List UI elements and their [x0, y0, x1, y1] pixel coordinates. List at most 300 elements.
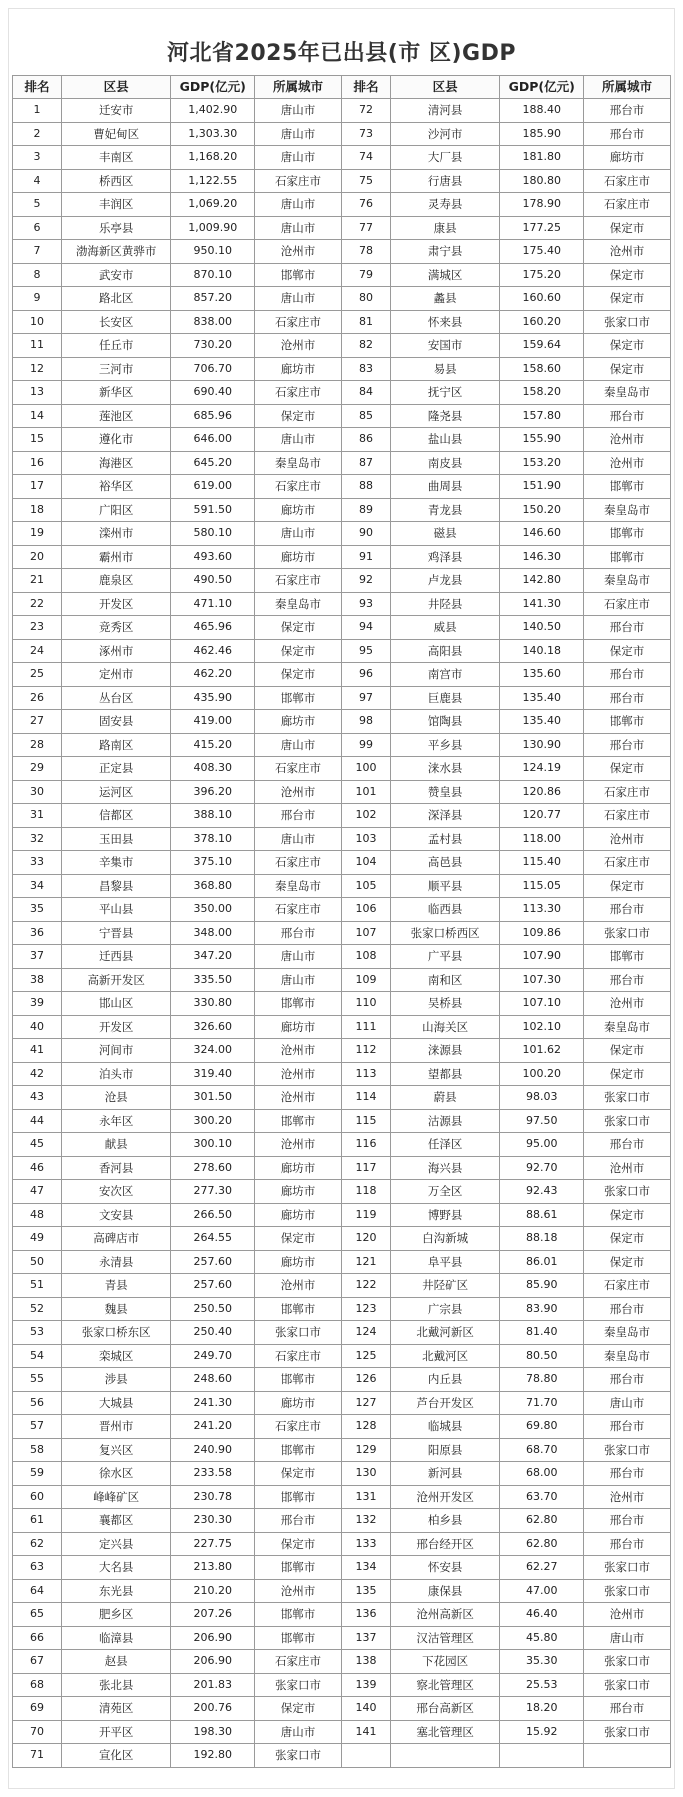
table-row — [13, 263, 671, 287]
city-cell: 秦皇岛市 — [584, 1015, 671, 1039]
rank-cell: 122 — [341, 1274, 390, 1298]
rank-cell: 110 — [341, 992, 390, 1016]
rank-cell: 63 — [13, 1556, 62, 1580]
gdp-cell: 140.18 — [500, 639, 584, 663]
table-row — [13, 381, 671, 405]
gdp-cell: 870.10 — [171, 263, 255, 287]
gdp-cell: 435.90 — [171, 686, 255, 710]
table-row — [13, 663, 671, 687]
gdp-cell: 335.50 — [171, 968, 255, 992]
county-cell: 山海关区 — [391, 1015, 500, 1039]
rank-cell: 69 — [13, 1697, 62, 1721]
county-cell: 清河县 — [391, 99, 500, 123]
table-row — [13, 874, 671, 898]
gdp-cell: 177.25 — [500, 216, 584, 240]
table-row — [13, 287, 671, 311]
county-cell: 望都县 — [391, 1062, 500, 1086]
rank-cell: 31 — [13, 804, 62, 828]
rank-cell: 15 — [13, 428, 62, 452]
county-cell: 隆尧县 — [391, 404, 500, 428]
city-cell: 邢台市 — [584, 99, 671, 123]
city-cell: 保定市 — [584, 639, 671, 663]
gdp-cell: 113.30 — [500, 898, 584, 922]
county-cell: 青县 — [62, 1274, 171, 1298]
county-cell: 威县 — [391, 616, 500, 640]
table-row — [13, 1697, 671, 1721]
table-row — [13, 827, 671, 851]
gdp-cell: 198.30 — [171, 1720, 255, 1744]
rank-cell: 109 — [341, 968, 390, 992]
rank-cell: 23 — [13, 616, 62, 640]
rank-cell: 65 — [13, 1603, 62, 1627]
rank-cell: 106 — [341, 898, 390, 922]
city-cell: 廊坊市 — [255, 1180, 342, 1204]
county-cell: 鹿泉区 — [62, 569, 171, 593]
city-cell: 唐山市 — [584, 1391, 671, 1415]
city-cell: 邢台市 — [584, 1462, 671, 1486]
county-cell: 阳原县 — [391, 1438, 500, 1462]
city-cell: 邯郸市 — [255, 1297, 342, 1321]
gdp-cell: 158.20 — [500, 381, 584, 405]
city-cell: 秦皇岛市 — [584, 1321, 671, 1345]
rank-cell: 103 — [341, 827, 390, 851]
city-cell: 邢台市 — [255, 804, 342, 828]
gdp-cell: 107.30 — [500, 968, 584, 992]
rank-cell: 48 — [13, 1203, 62, 1227]
rank-cell: 56 — [13, 1391, 62, 1415]
gdp-cell: 210.20 — [171, 1579, 255, 1603]
rank-cell: 81 — [341, 310, 390, 334]
county-cell: 内丘县 — [391, 1368, 500, 1392]
city-cell: 邯郸市 — [255, 1626, 342, 1650]
county-cell: 迁西县 — [62, 945, 171, 969]
gdp-cell: 159.64 — [500, 334, 584, 358]
county-cell: 蠡县 — [391, 287, 500, 311]
table-row — [13, 1274, 671, 1298]
county-cell: 邢台经开区 — [391, 1532, 500, 1556]
gdp-cell: 71.70 — [500, 1391, 584, 1415]
table-row — [13, 992, 671, 1016]
gdp-cell: 300.10 — [171, 1133, 255, 1157]
gdp-cell: 115.40 — [500, 851, 584, 875]
city-cell: 石家庄市 — [255, 1415, 342, 1439]
rank-cell: 139 — [341, 1673, 390, 1697]
rank-cell: 136 — [341, 1603, 390, 1627]
city-cell: 秦皇岛市 — [584, 1344, 671, 1368]
table-row — [13, 780, 671, 804]
rank-cell: 38 — [13, 968, 62, 992]
city-cell: 张家口市 — [584, 1720, 671, 1744]
county-cell: 塞北管理区 — [391, 1720, 500, 1744]
county-cell: 信都区 — [62, 804, 171, 828]
rank-cell: 16 — [13, 451, 62, 475]
rank-cell: 91 — [341, 545, 390, 569]
table-row — [13, 1180, 671, 1204]
county-cell: 永清县 — [62, 1250, 171, 1274]
rank-cell: 35 — [13, 898, 62, 922]
city-cell: 张家口市 — [255, 1744, 342, 1768]
rank-cell: 99 — [341, 733, 390, 757]
city-cell: 沧州市 — [255, 334, 342, 358]
county-cell: 泊头市 — [62, 1062, 171, 1086]
county-cell: 固安县 — [62, 710, 171, 734]
gdp-cell: 62.80 — [500, 1532, 584, 1556]
county-cell: 清苑区 — [62, 1697, 171, 1721]
county-cell: 卢龙县 — [391, 569, 500, 593]
table-row — [13, 733, 671, 757]
county-cell: 涞水县 — [391, 757, 500, 781]
county-cell: 巨鹿县 — [391, 686, 500, 710]
rank-cell: 39 — [13, 992, 62, 1016]
county-cell: 宣化区 — [62, 1744, 171, 1768]
rank-cell: 24 — [13, 639, 62, 663]
table-row — [13, 1203, 671, 1227]
rank-cell: 113 — [341, 1062, 390, 1086]
county-cell: 竞秀区 — [62, 616, 171, 640]
table-row — [13, 1462, 671, 1486]
rank-cell: 124 — [341, 1321, 390, 1345]
table-row — [13, 522, 671, 546]
table-row — [13, 898, 671, 922]
city-cell: 石家庄市 — [584, 169, 671, 193]
table-row — [13, 1297, 671, 1321]
rank-cell: 134 — [341, 1556, 390, 1580]
gdp-cell: 130.90 — [500, 733, 584, 757]
city-cell: 保定市 — [255, 639, 342, 663]
gdp-cell: 141.30 — [500, 592, 584, 616]
rank-cell: 116 — [341, 1133, 390, 1157]
table-row — [13, 1509, 671, 1533]
county-cell: 涞源县 — [391, 1039, 500, 1063]
gdp-cell: 115.05 — [500, 874, 584, 898]
county-cell: 临西县 — [391, 898, 500, 922]
gdp-cell: 347.20 — [171, 945, 255, 969]
city-cell: 唐山市 — [255, 945, 342, 969]
rank-cell: 29 — [13, 757, 62, 781]
city-cell: 唐山市 — [255, 968, 342, 992]
city-cell: 沧州市 — [584, 240, 671, 264]
table-row — [13, 1368, 671, 1392]
rank-cell: 40 — [13, 1015, 62, 1039]
county-cell: 曹妃甸区 — [62, 122, 171, 146]
rank-cell: 115 — [341, 1109, 390, 1133]
county-cell: 玉田县 — [62, 827, 171, 851]
gdp-cell: 151.90 — [500, 475, 584, 499]
rank-cell: 17 — [13, 475, 62, 499]
header-rank: 排名 — [13, 76, 62, 99]
county-cell: 迁安市 — [62, 99, 171, 123]
gdp-cell: 230.78 — [171, 1485, 255, 1509]
county-cell: 莲池区 — [62, 404, 171, 428]
county-cell: 井陉县 — [391, 592, 500, 616]
county-cell: 肥乡区 — [62, 1603, 171, 1627]
county-cell: 蔚县 — [391, 1086, 500, 1110]
city-cell: 保定市 — [584, 216, 671, 240]
gdp-cell: 490.50 — [171, 569, 255, 593]
city-cell: 邢台市 — [584, 1532, 671, 1556]
table-row — [13, 1391, 671, 1415]
table-row — [13, 216, 671, 240]
city-cell: 张家口市 — [584, 1086, 671, 1110]
rank-cell: 118 — [341, 1180, 390, 1204]
rank-cell: 79 — [341, 263, 390, 287]
gdp-table — [12, 75, 671, 1768]
table-row — [13, 498, 671, 522]
city-cell: 唐山市 — [255, 428, 342, 452]
city-cell: 保定市 — [584, 287, 671, 311]
gdp-cell: 1,122.55 — [171, 169, 255, 193]
county-cell: 东光县 — [62, 1579, 171, 1603]
county-cell: 沽源县 — [391, 1109, 500, 1133]
gdp-cell: 319.40 — [171, 1062, 255, 1086]
city-cell: 沧州市 — [255, 240, 342, 264]
city-cell: 沧州市 — [255, 1579, 342, 1603]
rank-cell: 85 — [341, 404, 390, 428]
county-cell: 长安区 — [62, 310, 171, 334]
city-cell: 沧州市 — [584, 1603, 671, 1627]
county-cell: 广平县 — [391, 945, 500, 969]
county-cell: 康保县 — [391, 1579, 500, 1603]
city-cell: 唐山市 — [255, 122, 342, 146]
county-cell: 裕华区 — [62, 475, 171, 499]
gdp-cell: 158.60 — [500, 357, 584, 381]
table-row — [13, 146, 671, 170]
city-cell: 保定市 — [584, 1039, 671, 1063]
city-cell: 沧州市 — [584, 428, 671, 452]
county-cell: 张北县 — [62, 1673, 171, 1697]
city-cell: 张家口市 — [255, 1321, 342, 1345]
county-cell: 怀来县 — [391, 310, 500, 334]
rank-cell: 19 — [13, 522, 62, 546]
gdp-cell: 25.53 — [500, 1673, 584, 1697]
gdp-cell: 192.80 — [171, 1744, 255, 1768]
table-row — [13, 968, 671, 992]
gdp-cell: 278.60 — [171, 1156, 255, 1180]
gdp-cell: 160.20 — [500, 310, 584, 334]
gdp-cell: 348.00 — [171, 921, 255, 945]
county-cell: 辛集市 — [62, 851, 171, 875]
city-cell: 保定市 — [584, 334, 671, 358]
city-cell: 邢台市 — [584, 1297, 671, 1321]
gdp-cell: 248.60 — [171, 1368, 255, 1392]
rank-cell — [341, 1744, 390, 1768]
city-cell: 石家庄市 — [584, 1274, 671, 1298]
rank-cell: 96 — [341, 663, 390, 687]
table-row — [13, 1485, 671, 1509]
county-cell: 三河市 — [62, 357, 171, 381]
city-cell: 保定市 — [584, 357, 671, 381]
gdp-cell: 97.50 — [500, 1109, 584, 1133]
county-cell: 康县 — [391, 216, 500, 240]
city-cell: 石家庄市 — [584, 780, 671, 804]
gdp-cell: 140.50 — [500, 616, 584, 640]
rank-cell: 82 — [341, 334, 390, 358]
city-cell: 保定市 — [584, 1203, 671, 1227]
gdp-cell: 185.90 — [500, 122, 584, 146]
gdp-cell: 118.00 — [500, 827, 584, 851]
rank-cell: 11 — [13, 334, 62, 358]
county-cell: 芦台开发区 — [391, 1391, 500, 1415]
county-cell: 满城区 — [391, 263, 500, 287]
county-cell: 任泽区 — [391, 1133, 500, 1157]
county-cell: 白沟新城 — [391, 1227, 500, 1251]
gdp-cell: 493.60 — [171, 545, 255, 569]
rank-cell: 12 — [13, 357, 62, 381]
city-cell: 张家口市 — [255, 1673, 342, 1697]
rank-cell: 105 — [341, 874, 390, 898]
header-county: 区县 — [391, 76, 500, 99]
county-cell: 丰润区 — [62, 193, 171, 217]
gdp-cell: 213.80 — [171, 1556, 255, 1580]
city-cell: 邢台市 — [584, 686, 671, 710]
rank-cell: 50 — [13, 1250, 62, 1274]
gdp-cell: 135.40 — [500, 710, 584, 734]
county-cell: 丛台区 — [62, 686, 171, 710]
city-cell: 唐山市 — [255, 733, 342, 757]
rank-cell: 131 — [341, 1485, 390, 1509]
county-cell: 下花园区 — [391, 1650, 500, 1674]
county-cell: 渤海新区黄骅市 — [62, 240, 171, 264]
city-cell: 保定市 — [584, 874, 671, 898]
city-cell: 保定市 — [255, 1697, 342, 1721]
rank-cell: 55 — [13, 1368, 62, 1392]
county-cell: 盐山县 — [391, 428, 500, 452]
table-row — [13, 1579, 671, 1603]
rank-cell: 112 — [341, 1039, 390, 1063]
city-cell: 秦皇岛市 — [584, 381, 671, 405]
city-cell: 邢台市 — [255, 921, 342, 945]
county-cell: 文安县 — [62, 1203, 171, 1227]
rank-cell: 25 — [13, 663, 62, 687]
city-cell: 石家庄市 — [255, 169, 342, 193]
rank-cell: 114 — [341, 1086, 390, 1110]
gdp-cell: 857.20 — [171, 287, 255, 311]
gdp-cell: 241.30 — [171, 1391, 255, 1415]
city-cell: 石家庄市 — [255, 757, 342, 781]
city-cell: 沧州市 — [255, 1062, 342, 1086]
city-cell: 张家口市 — [584, 1650, 671, 1674]
city-cell: 廊坊市 — [255, 1250, 342, 1274]
table-row — [13, 1438, 671, 1462]
county-cell: 怀安县 — [391, 1556, 500, 1580]
county-cell: 涉县 — [62, 1368, 171, 1392]
county-cell: 吴桥县 — [391, 992, 500, 1016]
rank-cell: 98 — [341, 710, 390, 734]
rank-cell: 13 — [13, 381, 62, 405]
rank-cell: 121 — [341, 1250, 390, 1274]
county-cell: 宁晋县 — [62, 921, 171, 945]
city-cell: 保定市 — [255, 663, 342, 687]
city-cell: 邯郸市 — [255, 1556, 342, 1580]
city-cell: 沧州市 — [255, 1274, 342, 1298]
rank-cell: 128 — [341, 1415, 390, 1439]
gdp-cell: 240.90 — [171, 1438, 255, 1462]
county-cell: 顺平县 — [391, 874, 500, 898]
city-cell: 秦皇岛市 — [255, 451, 342, 475]
gdp-cell: 326.60 — [171, 1015, 255, 1039]
gdp-cell: 100.20 — [500, 1062, 584, 1086]
county-cell: 赞皇县 — [391, 780, 500, 804]
gdp-cell: 68.00 — [500, 1462, 584, 1486]
gdp-cell: 838.00 — [171, 310, 255, 334]
county-cell: 临漳县 — [62, 1626, 171, 1650]
table-row — [13, 1086, 671, 1110]
city-cell: 廊坊市 — [584, 146, 671, 170]
county-cell: 张家口桥西区 — [391, 921, 500, 945]
gdp-cell: 580.10 — [171, 522, 255, 546]
county-cell: 大城县 — [62, 1391, 171, 1415]
gdp-cell: 277.30 — [171, 1180, 255, 1204]
city-cell: 沧州市 — [584, 827, 671, 851]
gdp-cell: 419.00 — [171, 710, 255, 734]
rank-cell: 141 — [341, 1720, 390, 1744]
gdp-cell: 102.10 — [500, 1015, 584, 1039]
gdp-cell: 264.55 — [171, 1227, 255, 1251]
rank-cell: 92 — [341, 569, 390, 593]
gdp-cell: 175.40 — [500, 240, 584, 264]
city-cell: 保定市 — [584, 757, 671, 781]
county-cell: 北戴河新区 — [391, 1321, 500, 1345]
gdp-cell: 83.90 — [500, 1297, 584, 1321]
rank-cell: 46 — [13, 1156, 62, 1180]
table-row — [13, 99, 671, 123]
city-cell: 邯郸市 — [255, 992, 342, 1016]
county-cell: 邢台高新区 — [391, 1697, 500, 1721]
city-cell: 唐山市 — [255, 216, 342, 240]
city-cell: 邯郸市 — [255, 1485, 342, 1509]
gdp-cell: 201.83 — [171, 1673, 255, 1697]
rank-cell: 133 — [341, 1532, 390, 1556]
county-cell: 行唐县 — [391, 169, 500, 193]
city-cell: 廊坊市 — [255, 1391, 342, 1415]
gdp-cell: 92.70 — [500, 1156, 584, 1180]
gdp-cell: 153.20 — [500, 451, 584, 475]
city-cell: 邢台市 — [584, 1415, 671, 1439]
gdp-cell: 241.20 — [171, 1415, 255, 1439]
header-county: 区县 — [62, 76, 171, 99]
county-cell: 鸡泽县 — [391, 545, 500, 569]
gdp-cell: 378.10 — [171, 827, 255, 851]
county-cell: 晋州市 — [62, 1415, 171, 1439]
county-cell: 运河区 — [62, 780, 171, 804]
gdp-cell: 107.90 — [500, 945, 584, 969]
gdp-cell: 150.20 — [500, 498, 584, 522]
county-cell: 定兴县 — [62, 1532, 171, 1556]
gdp-cell: 142.80 — [500, 569, 584, 593]
gdp-cell: 47.00 — [500, 1579, 584, 1603]
gdp-cell: 86.01 — [500, 1250, 584, 1274]
gdp-cell: 85.90 — [500, 1274, 584, 1298]
rank-cell: 137 — [341, 1626, 390, 1650]
rank-cell: 54 — [13, 1344, 62, 1368]
county-cell: 河间市 — [62, 1039, 171, 1063]
county-cell: 馆陶县 — [391, 710, 500, 734]
county-cell: 路北区 — [62, 287, 171, 311]
gdp-cell: 368.80 — [171, 874, 255, 898]
rank-cell: 3 — [13, 146, 62, 170]
gdp-cell: 324.00 — [171, 1039, 255, 1063]
county-cell: 霸州市 — [62, 545, 171, 569]
city-cell: 廊坊市 — [255, 1015, 342, 1039]
table-row — [13, 921, 671, 945]
city-cell: 沧州市 — [584, 1156, 671, 1180]
gdp-cell: 120.77 — [500, 804, 584, 828]
gdp-cell: 135.60 — [500, 663, 584, 687]
county-cell: 开平区 — [62, 1720, 171, 1744]
gdp-cell: 81.40 — [500, 1321, 584, 1345]
county-cell: 定州市 — [62, 663, 171, 687]
county-cell: 永年区 — [62, 1109, 171, 1133]
